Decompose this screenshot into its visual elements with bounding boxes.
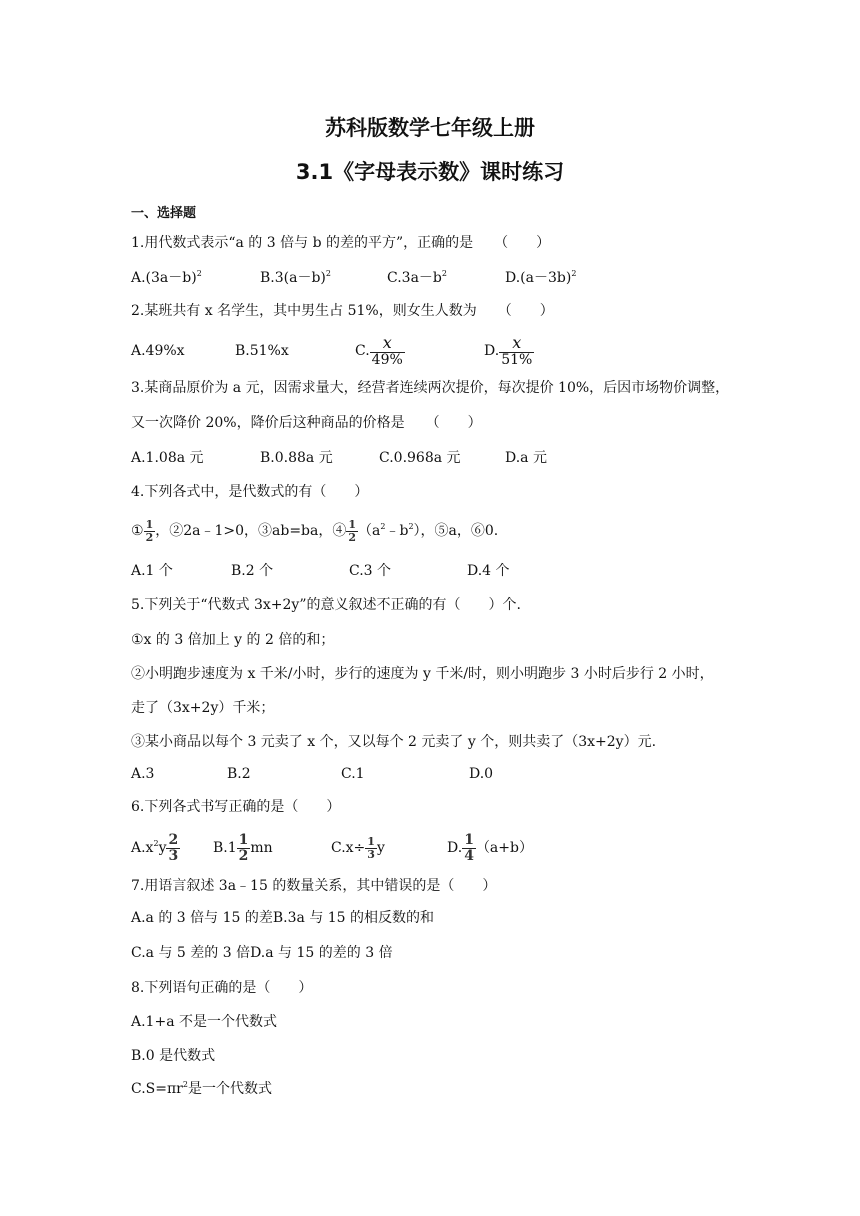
- q5-statement-3: ③某小商品以每个 3 元卖了 x 个，又以每个 2 元卖了 y 个，则共卖了（3x+2y）元.: [131, 734, 657, 750]
- q1-option-d: $D.(a-3b)^2$: [505, 269, 577, 286]
- q3-option-d: D.a 元: [505, 450, 547, 466]
- question-5: 5.下列关于“代数式 3x+2y”的意义叙述不正确的有（ ）个.: [131, 597, 521, 613]
- fraction: $\frac{1}{2}$: [145, 517, 154, 544]
- q3-option-a: A.1.08a 元: [131, 450, 204, 466]
- q5-statement-1: ①x 的 3 倍加上 y 的 2 倍的和；: [131, 632, 335, 648]
- document-subtitle: 3.1《字母表示数》课时练习: [295, 160, 565, 184]
- q8-option-a: A.1+a 不是一个代数式: [131, 1014, 277, 1030]
- fraction: $\frac{x}{49\%}$: [371, 332, 403, 368]
- q3-option-b: B.0.88a 元: [260, 450, 333, 466]
- q8-option-c: $C.S=\pi r^2$是一个代数式: [131, 1080, 272, 1097]
- q5-option-c: C.1: [341, 766, 365, 782]
- q5-statement-2-line-2: 走了（3x+2y）千米；: [131, 700, 275, 716]
- q6-option-a: $A.x^2y$ $\frac{2}{3}$: [131, 831, 179, 864]
- q4-option-b: B.2 个: [231, 563, 274, 579]
- q6-option-c: C.x÷ $\frac{1}{3}$ y: [331, 834, 385, 861]
- question-3-line-2: 又一次降价 20%，降价后这种商品的价格是 （ ）: [131, 415, 482, 431]
- fraction: $\frac{2}{3}$: [168, 831, 179, 864]
- q1-option-b: $B.3(a-b)^2$: [260, 269, 331, 286]
- question-6: 6.下列各式书写正确的是（ ）: [131, 799, 341, 815]
- q5-statement-2-line-1: ②小明跑步速度为 x 千米/小时，步行的速度为 y 千米/时，则小明跑步 3 小时后步行 2 小时，: [131, 666, 714, 682]
- q5-option-b: B.2: [227, 766, 251, 782]
- question-8: 8.下列语句正确的是（ ）: [131, 980, 313, 996]
- question-1: 1.用代数式表示“a 的 3 倍与 b 的差的平方”，正确的是 （ ）: [131, 235, 551, 251]
- q2-option-a: A.49%x: [131, 343, 185, 359]
- q1-option-c: $C.3a-b^2$: [387, 269, 447, 286]
- question-7: 7.用语言叙述 3a﹣15 的数量关系，其中错误的是（ ）: [131, 878, 497, 894]
- q1-option-a: $A.(3a-b)^2$: [131, 269, 202, 286]
- fraction: $\frac{1}{4}$: [464, 831, 474, 864]
- q2-option-c: C. $\frac{x}{49\%}$: [355, 332, 403, 368]
- document-title: 苏科版数学七年级上册: [325, 116, 535, 140]
- q5-option-a: A.3: [131, 766, 155, 782]
- q3-option-c: C.0.968a 元: [379, 450, 461, 466]
- q5-option-d: D.0: [469, 766, 494, 782]
- fraction: $\frac{x}{51\%}$: [501, 332, 533, 368]
- question-4: 4.下列各式中，是代数式的有（ ）: [131, 484, 369, 500]
- question-3-line-1: 3.某商品原价为 a 元，因需求量大，经营者连续两次提价，每次提价 10%，后因市场物价调整，: [131, 380, 730, 396]
- q2-option-d: D. $\frac{x}{51\%}$: [484, 332, 533, 368]
- q7-options-cd: C.a 与 5 差的 3 倍D.a 与 15 的差的 3 倍: [131, 945, 393, 961]
- q6-option-b: B.1 $\frac{1}{2}$ mn: [213, 831, 273, 864]
- question-2: 2.某班共有 x 名学生，其中男生占 51%，则女生人数为 （ ）: [131, 303, 554, 319]
- q7-options-ab: A.a 的 3 倍与 15 的差B.3a 与 15 的相反数的和: [131, 910, 435, 926]
- fraction: $\frac{1}{2}$: [348, 517, 357, 544]
- q4-option-d: D.4 个: [467, 563, 510, 579]
- q4-option-a: A.1 个: [131, 563, 173, 579]
- q2-option-b: B.51%x: [235, 343, 289, 359]
- q8-option-b: B.0 是代数式: [131, 1048, 216, 1064]
- section-heading: 一、选择题: [131, 206, 197, 221]
- fraction: $\frac{1}{2}$: [238, 831, 249, 864]
- q6-option-d: D. $\frac{1}{4}$ （a+b）: [447, 831, 533, 864]
- q4-option-c: C.3 个: [349, 563, 392, 579]
- fraction: $\frac{1}{3}$: [367, 834, 375, 861]
- q4-expressions: ① $\frac{1}{2}$ ，②2a﹣1>0，③ab=ba，④ $\frac{1}{2}$ $(a^2﹣b^2)$，⑤a，⑥0.: [131, 517, 499, 544]
